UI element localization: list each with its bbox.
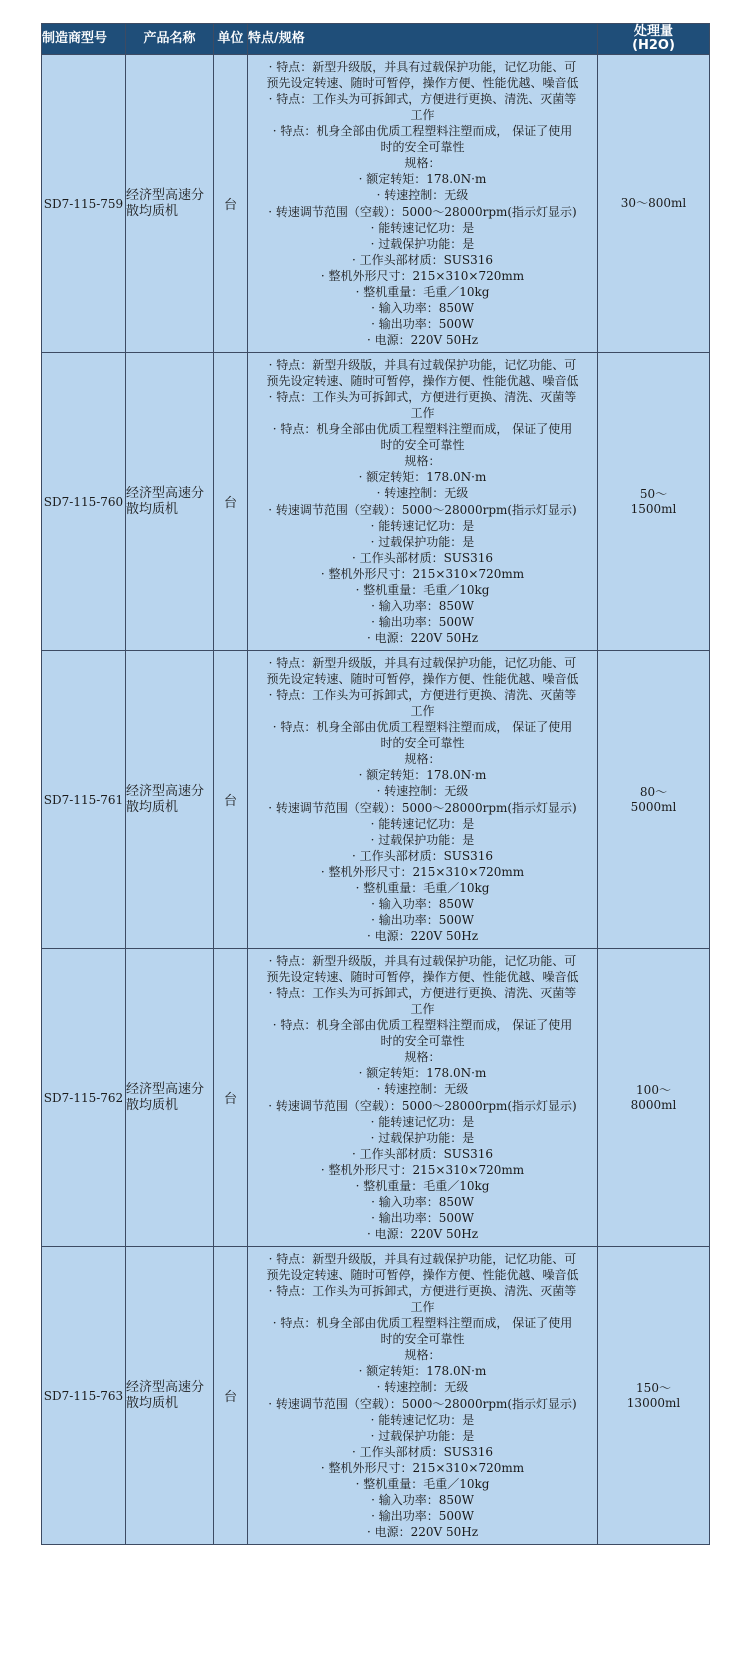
spec-line: 预先设定转速、随时可暂停，操作方便、性能优越、噪音低 <box>266 969 579 984</box>
product-name: 经济型高速分散均质机 <box>126 783 205 815</box>
spec-line: · 工作头部材质：SUS316 <box>351 1444 494 1459</box>
spec-line: · 工作头部材质：SUS316 <box>351 252 494 267</box>
capacity-value: 100～8000ml <box>630 1082 677 1112</box>
header-capacity <box>598 24 710 55</box>
spec-line: 预先设定转速、随时可暂停，操作方便、性能优越、噪音低 <box>266 671 579 686</box>
product-name: 经济型高速分散均质机 <box>126 1379 205 1411</box>
spec-line: · 电源：220V 50Hz <box>366 333 479 348</box>
spec-cell <box>248 1247 598 1545</box>
spec-line: · 转速调节范围（空载）：5000～28000rpm(指示灯显示) <box>268 1098 577 1113</box>
product-name-cell <box>126 55 214 353</box>
spec-line: · 转速控制：无级 <box>376 1082 469 1097</box>
capacity-cell <box>598 1247 710 1545</box>
spec-line: · 电源：220V 50Hz <box>366 1227 479 1242</box>
spec-line: · 特点：新型升级版，并具有过载保护功能，记忆功能、可 <box>268 953 577 968</box>
spec-line: 规格： <box>404 454 441 469</box>
model-cell: SD7-115-760 <box>42 353 126 651</box>
spec-line: · 输入功率：850W <box>371 1195 474 1210</box>
spec-line: · 输出功率：500W <box>371 615 474 630</box>
table-row <box>42 1247 710 1545</box>
spec-line: 时的安全可靠性 <box>380 736 465 751</box>
spec-line: · 工作头部材质：SUS316 <box>351 1146 494 1161</box>
spec-line: · 额定转矩：178.0N·m <box>358 1066 487 1081</box>
spec-line: · 工作头部材质：SUS316 <box>351 550 494 565</box>
capacity-value: 80～5000ml <box>630 784 677 814</box>
spec-cell <box>248 949 598 1247</box>
spec-line: · 特点：工作头为可拆卸式，方便进行更换、清洗、灭菌等 <box>268 1283 577 1298</box>
header-spec: 特点/规格 <box>248 24 598 55</box>
product-name: 经济型高速分散均质机 <box>126 1081 205 1113</box>
spec-line: 时的安全可靠性 <box>380 1034 465 1049</box>
unit-cell: 台 <box>214 651 248 949</box>
spec-line: · 整机重量：毛重／10kg <box>355 880 490 895</box>
spec-line: · 能转速记忆功：是 <box>370 1114 475 1129</box>
spec-line: 时的安全可靠性 <box>380 140 465 155</box>
spec-line: · 能转速记忆功：是 <box>370 816 475 831</box>
product-name-cell <box>126 949 214 1247</box>
capacity-value: 50～1500ml <box>630 486 677 516</box>
spec-line: · 输入功率：850W <box>371 897 474 912</box>
spec-line: · 额定转矩：178.0N·m <box>358 768 487 783</box>
unit-cell: 台 <box>214 353 248 651</box>
spec-line: · 输出功率：500W <box>371 913 474 928</box>
spec-line: · 特点：机身全部由优质工程塑料注塑而成， 保证了使用 <box>272 1018 573 1033</box>
spec-line: · 特点：机身全部由优质工程塑料注塑而成， 保证了使用 <box>272 1316 573 1331</box>
spec-line: · 转速控制：无级 <box>376 188 469 203</box>
spec-line: 工作 <box>410 107 435 122</box>
spec-cell <box>248 55 598 353</box>
product-name-cell <box>126 353 214 651</box>
model-cell: SD7-115-762 <box>42 949 126 1247</box>
table-row <box>42 949 710 1247</box>
spec-line: · 整机外形尺寸：215×310×720mm <box>320 268 525 283</box>
spec-line: · 转速调节范围（空载）：5000～28000rpm(指示灯显示) <box>268 1396 577 1411</box>
table-header-row <box>42 24 710 55</box>
spec-line: 规格： <box>404 752 441 767</box>
spec-line: · 整机重量：毛重／10kg <box>355 284 490 299</box>
spec-line: · 输出功率：500W <box>371 317 474 332</box>
spec-line: · 整机重量：毛重／10kg <box>355 582 490 597</box>
model-cell: SD7-115-759 <box>42 55 126 353</box>
table-row <box>42 55 710 353</box>
spec-line: · 过载保护功能：是 <box>370 1130 475 1145</box>
spec-line: 预先设定转速、随时可暂停，操作方便、性能优越、噪音低 <box>266 1267 579 1282</box>
spec-line: · 特点：机身全部由优质工程塑料注塑而成， 保证了使用 <box>272 124 573 139</box>
spec-line: · 整机外形尺寸：215×310×720mm <box>320 1460 525 1475</box>
spec-line: · 电源：220V 50Hz <box>366 1525 479 1540</box>
spec-line: · 特点：工作头为可拆卸式，方便进行更换、清洗、灭菌等 <box>268 389 577 404</box>
spec-line: · 特点：新型升级版，并具有过载保护功能，记忆功能、可 <box>268 59 577 74</box>
spec-line: · 能转速记忆功：是 <box>370 1412 475 1427</box>
capacity-cell <box>598 651 710 949</box>
spec-line: · 过载保护功能：是 <box>370 832 475 847</box>
capacity-cell <box>598 949 710 1247</box>
unit-cell: 台 <box>214 949 248 1247</box>
spec-line: · 转速调节范围（空载）：5000～28000rpm(指示灯显示) <box>268 204 577 219</box>
spec-line: · 额定转矩：178.0N·m <box>358 1364 487 1379</box>
spec-line: · 能转速记忆功：是 <box>370 518 475 533</box>
product-name-cell <box>126 651 214 949</box>
table-row <box>42 651 710 949</box>
spec-line: · 特点：新型升级版，并具有过载保护功能，记忆功能、可 <box>268 655 577 670</box>
spec-cell <box>248 651 598 949</box>
spec-line: · 整机重量：毛重／10kg <box>355 1178 490 1193</box>
spec-line: · 输入功率：850W <box>371 1493 474 1508</box>
spec-line: · 特点：工作头为可拆卸式，方便进行更换、清洗、灭菌等 <box>268 687 577 702</box>
spec-line: · 电源：220V 50Hz <box>366 929 479 944</box>
model-cell: SD7-115-761 <box>42 651 126 949</box>
spec-line: 工作 <box>410 405 435 420</box>
spec-line: · 整机重量：毛重／10kg <box>355 1476 490 1491</box>
product-name-cell <box>126 1247 214 1545</box>
capacity-cell <box>598 353 710 651</box>
spec-line: · 转速控制：无级 <box>376 1380 469 1395</box>
product-spec-table <box>41 23 710 1545</box>
spec-line: · 过载保护功能：是 <box>370 1428 475 1443</box>
table-row <box>42 353 710 651</box>
capacity-cell <box>598 55 710 353</box>
spec-line: · 整机外形尺寸：215×310×720mm <box>320 566 525 581</box>
header-capacity-unit: (H2O) <box>632 38 675 53</box>
header-model: 制造商型号 <box>42 24 126 55</box>
spec-line: · 能转速记忆功：是 <box>370 220 475 235</box>
spec-line: 工作 <box>410 1299 435 1314</box>
spec-line: · 输出功率：500W <box>371 1211 474 1226</box>
header-capacity-label: 处理量 <box>633 24 673 39</box>
spec-line: 预先设定转速、随时可暂停，操作方便、性能优越、噪音低 <box>266 373 579 388</box>
spec-line: · 特点：新型升级版，并具有过载保护功能，记忆功能、可 <box>268 1251 577 1266</box>
capacity-value: 30～800ml <box>620 196 687 210</box>
spec-line: · 工作头部材质：SUS316 <box>351 848 494 863</box>
product-name: 经济型高速分散均质机 <box>126 485 205 517</box>
spec-line: · 输入功率：850W <box>371 301 474 316</box>
spec-line: · 过载保护功能：是 <box>370 236 475 251</box>
spec-line: · 转速调节范围（空载）：5000～28000rpm(指示灯显示) <box>268 800 577 815</box>
spec-line: · 输入功率：850W <box>371 599 474 614</box>
spec-line: · 整机外形尺寸：215×310×720mm <box>320 1162 525 1177</box>
spec-line: 工作 <box>410 703 435 718</box>
spec-line: 工作 <box>410 1001 435 1016</box>
unit-cell: 台 <box>214 55 248 353</box>
spec-line: 时的安全可靠性 <box>380 1332 465 1347</box>
spec-line: 时的安全可靠性 <box>380 438 465 453</box>
capacity-value: 150～13000ml <box>626 1380 681 1410</box>
spec-line: · 特点：新型升级版，并具有过载保护功能，记忆功能、可 <box>268 357 577 372</box>
spec-line: · 整机外形尺寸：215×310×720mm <box>320 864 525 879</box>
spec-line: 规格： <box>404 156 441 171</box>
spec-line: · 转速控制：无级 <box>376 784 469 799</box>
spec-line: 规格： <box>404 1050 441 1065</box>
spec-line: · 特点：机身全部由优质工程塑料注塑而成， 保证了使用 <box>272 422 573 437</box>
spec-line: · 特点：工作头为可拆卸式，方便进行更换、清洗、灭菌等 <box>268 91 577 106</box>
spec-cell <box>248 353 598 651</box>
spec-line: · 特点：机身全部由优质工程塑料注塑而成， 保证了使用 <box>272 720 573 735</box>
spec-line: · 输出功率：500W <box>371 1509 474 1524</box>
spec-line: · 额定转矩：178.0N·m <box>358 172 487 187</box>
spec-line: · 额定转矩：178.0N·m <box>358 470 487 485</box>
model-cell: SD7-115-763 <box>42 1247 126 1545</box>
header-unit: 单位 <box>214 24 248 55</box>
spec-line: · 转速调节范围（空载）：5000～28000rpm(指示灯显示) <box>268 502 577 517</box>
spec-line: 预先设定转速、随时可暂停，操作方便、性能优越、噪音低 <box>266 75 579 90</box>
spec-line: 规格： <box>404 1348 441 1363</box>
spec-line: · 转速控制：无级 <box>376 486 469 501</box>
header-product-name: 产品名称 <box>126 24 214 55</box>
spec-line: · 特点：工作头为可拆卸式，方便进行更换、清洗、灭菌等 <box>268 985 577 1000</box>
spec-line: · 电源：220V 50Hz <box>366 631 479 646</box>
unit-cell: 台 <box>214 1247 248 1545</box>
spec-line: · 过载保护功能：是 <box>370 534 475 549</box>
product-name: 经济型高速分散均质机 <box>126 187 205 219</box>
